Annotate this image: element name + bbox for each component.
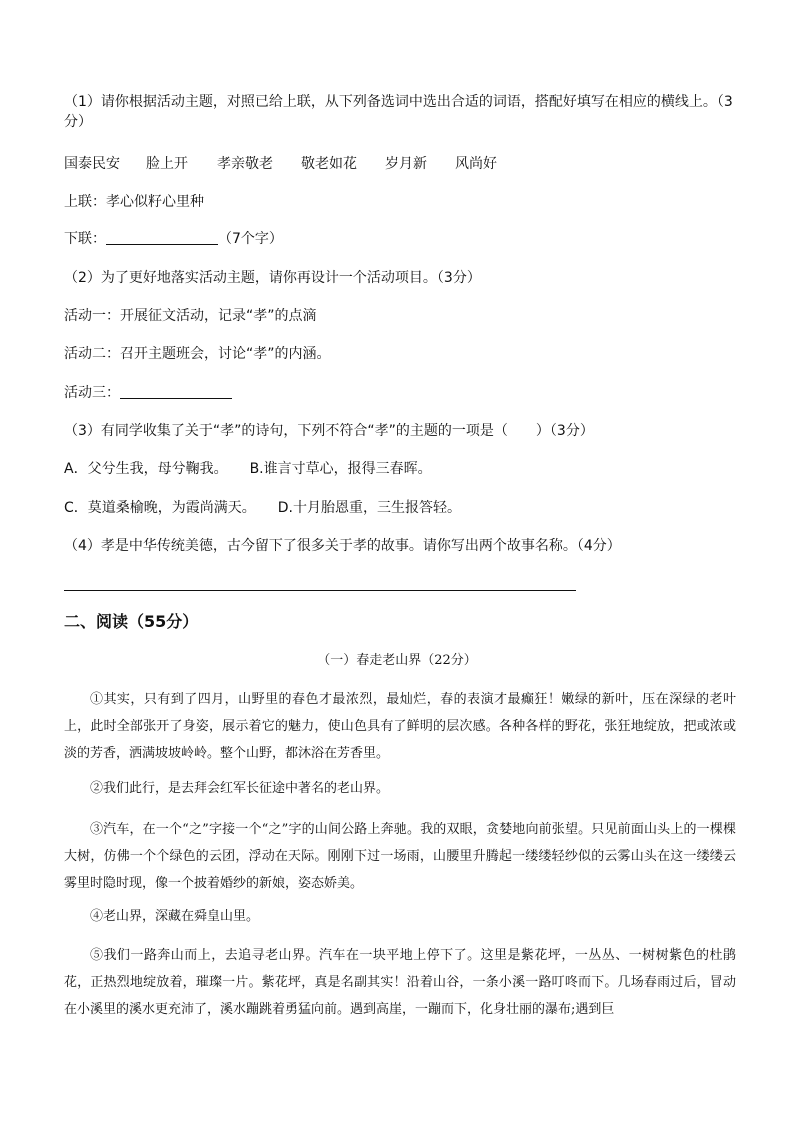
passage-paragraph-3: ③汽车，在一个“之”字接一个“之”字的山间公路上奔驰。我的双眼，贪婪地向前张望。只见前面山头上的一棵棵大树，仿佛一个个绿色的云团，浮动在天际。刚刚下过一场雨，山腰里升腾起一缕缕轻纱似的云雾山头在这一缕缕云雾里时隐时现，像一个披着婚纱的新娘，姿态娇美。 bbox=[64, 822, 736, 891]
q3-option-b: B.谁言寸草心，报得三春晖。 bbox=[249, 461, 432, 477]
lower-couplet-blank[interactable] bbox=[106, 230, 218, 245]
q1-word-options bbox=[64, 154, 584, 174]
word-option-1: 国泰民安 bbox=[64, 156, 120, 172]
q3-option-c: C．莫道桑榆晚，为霞尚满天。 bbox=[64, 500, 256, 516]
section-heading: 二、阅读（55分） bbox=[64, 612, 199, 631]
activity-1: 活动一：开展征文活动，记录“孝”的点滴 bbox=[64, 308, 317, 324]
q1-prompt-line2: 分） bbox=[64, 114, 92, 130]
q3-prompt: （3）有同学收集了关于“孝”的诗句，下列不符合“孝”的主题的一项是（ ）（3分） bbox=[64, 423, 594, 439]
activity-3-line bbox=[64, 383, 232, 403]
q3-option-d: D.十月胎恩重，三生报答轻。 bbox=[277, 500, 462, 516]
upper-couplet: 上联：孝心似籽心里种 bbox=[64, 194, 204, 210]
lower-couplet-note: （7个字） bbox=[218, 231, 283, 247]
passage-title: （一）春走老山界（22分） bbox=[317, 653, 477, 668]
passage-paragraph-1: ①其实，只有到了四月，山野里的春色才最浓烈，最灿烂，春的表演才最癫狂！嫩绿的新叶，压在深绿的老叶上，此时全部张开了身姿，展示着它的魅力，使山色具有了鲜明的层次感。各种各样的野花，张狂地绽放，把或浓或淡的芳香，洒满坡坡岭岭。整个山野，都沐浴在芳香里。 bbox=[64, 692, 736, 761]
q3-options-row-1 bbox=[64, 459, 432, 479]
lower-couplet-label: 下联： bbox=[64, 231, 106, 247]
q4-answer-line[interactable] bbox=[64, 590, 576, 591]
activity-3-blank[interactable] bbox=[120, 384, 232, 399]
q3-options-row-2 bbox=[64, 498, 461, 518]
word-option-6: 风尚好 bbox=[455, 156, 497, 172]
word-option-3: 孝亲敬老 bbox=[217, 156, 273, 172]
q3-option-a: A．父兮生我，母兮鞠我。 bbox=[64, 461, 228, 477]
q1-prompt bbox=[64, 92, 734, 132]
q1-prompt-line1: （1）请你根据活动主题，对照已给上联，从下列备选词中选出合适的词语，搭配好填写在相应的横线上。（3 bbox=[64, 94, 733, 110]
word-option-2: 脸上开 bbox=[146, 156, 188, 172]
activity-3-label: 活动三： bbox=[64, 385, 120, 401]
passage-paragraph-2: ②我们此行，是去拜会红军长征途中著名的老山界。 bbox=[90, 781, 390, 796]
q2-prompt: （2）为了更好地落实活动主题，请你再设计一个活动项目。（3分） bbox=[64, 270, 481, 286]
passage-paragraph-4: ④老山界，深藏在舜皇山里。 bbox=[90, 909, 260, 924]
q4-prompt: （4）孝是中华传统美德，古今留下了很多关于孝的故事。请你写出两个故事名称。（4分） bbox=[64, 538, 621, 554]
activity-2: 活动二：召开主题班会，讨论“孝”的内涵。 bbox=[64, 346, 331, 362]
passage-paragraph-5: ⑤我们一路奔山而上，去追寻老山界。汽车在一块平地上停下了。这里是紫花坪，一丛丛、一树树紫色的杜鹃花，正热烈地绽放着，璀璨一片。紫花坪，真是名副其实！沿着山谷，一条小溪一路叮咚而下。几场春雨过后，冒动在小溪里的溪水更充沛了，溪水蹦跳着勇猛向前。遇到高崖，一蹦而下，化身壮丽的瀑布;遇到巨 bbox=[64, 948, 736, 1017]
word-option-5: 岁月新 bbox=[385, 156, 427, 172]
word-option-4: 敬老如花 bbox=[301, 156, 357, 172]
lower-couplet-line bbox=[64, 229, 283, 249]
